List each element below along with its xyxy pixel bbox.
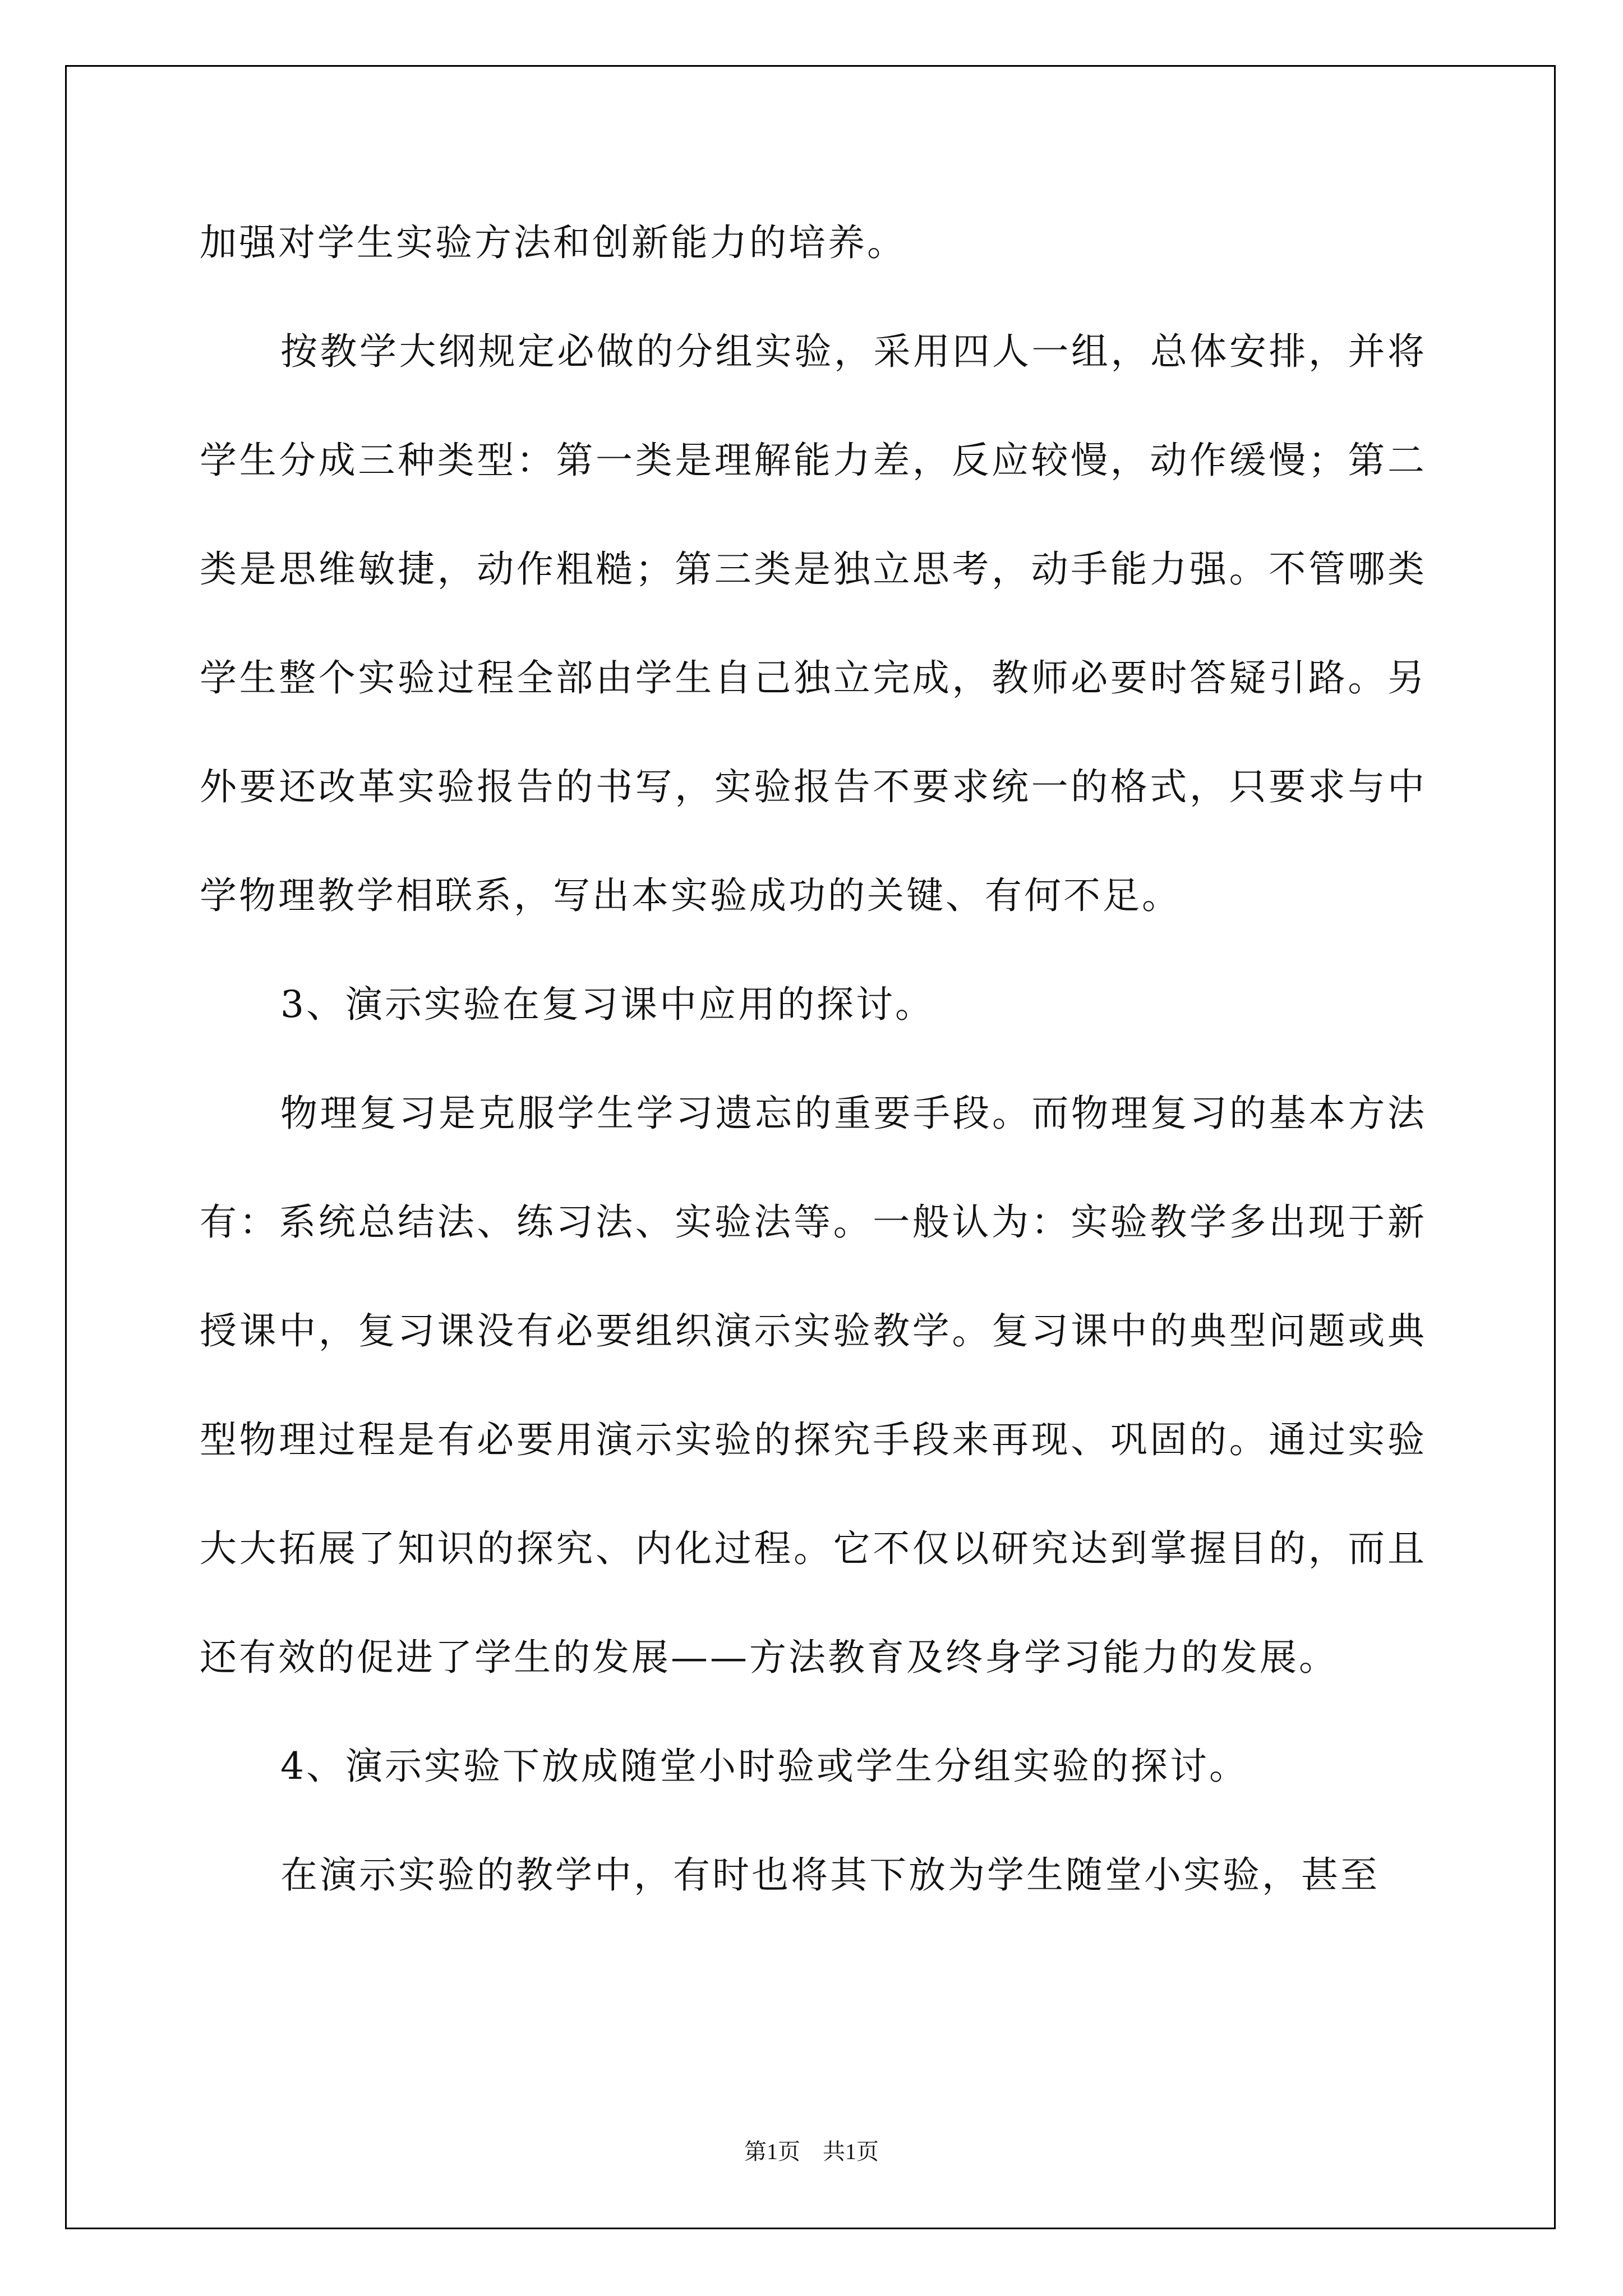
paragraph-demo-experiment: 在演示实验的教学中，有时也将其下放为学生随堂小实验，甚至 [280,1853,1380,1897]
paragraph-review-class: 物理复习是克服学生学习遗忘的重要手段。而物理复习的基本方法有：系统总结法、练习法、实验法等。一般认为：实验教学多出现于新授课中，复习课没有必要组织演示实验教学。复习课中的典型问题或典型物理过程是有必要用演示实验的探究手段来再现、巩固的。通过实验大大拓展了知识的探究、内化过程。它不仅以研究达到掌握目的，而且还有效的促进了学生的发展——方法教育及终身学习能力的发展。 [200,1092,1427,1679]
section-heading-4: 4、演示实验下放成随堂小时验或学生分组实验的探讨。 [280,1745,1248,1788]
paragraph-group-experiment: 按教学大纲规定必做的分组实验，采用四人一组，总体安排，并将学生分成三种类型：第一类是理解能力差，反应较慢，动作缓慢；第二类是思维敏捷，动作粗糙；第三类是独立思考，动手能力强。不管哪类学生整个实验过程全部由学生自己独立完成，教师必要时答疑引路。另外要还改革实验报告的书写，实验报告不要求统一的格式，只要求与中学物理教学相联系，写出本实验成功的关键、有何不足。 [200,330,1427,917]
document-body [200,188,1427,1930]
page-footer: 第1页 共1页 [744,2139,879,2164]
section-heading-3: 3、演示实验在复习课中应用的探讨。 [280,983,934,1026]
paragraph-continuation: 加强对学生实验方法和创新能力的培养。 [200,221,906,264]
